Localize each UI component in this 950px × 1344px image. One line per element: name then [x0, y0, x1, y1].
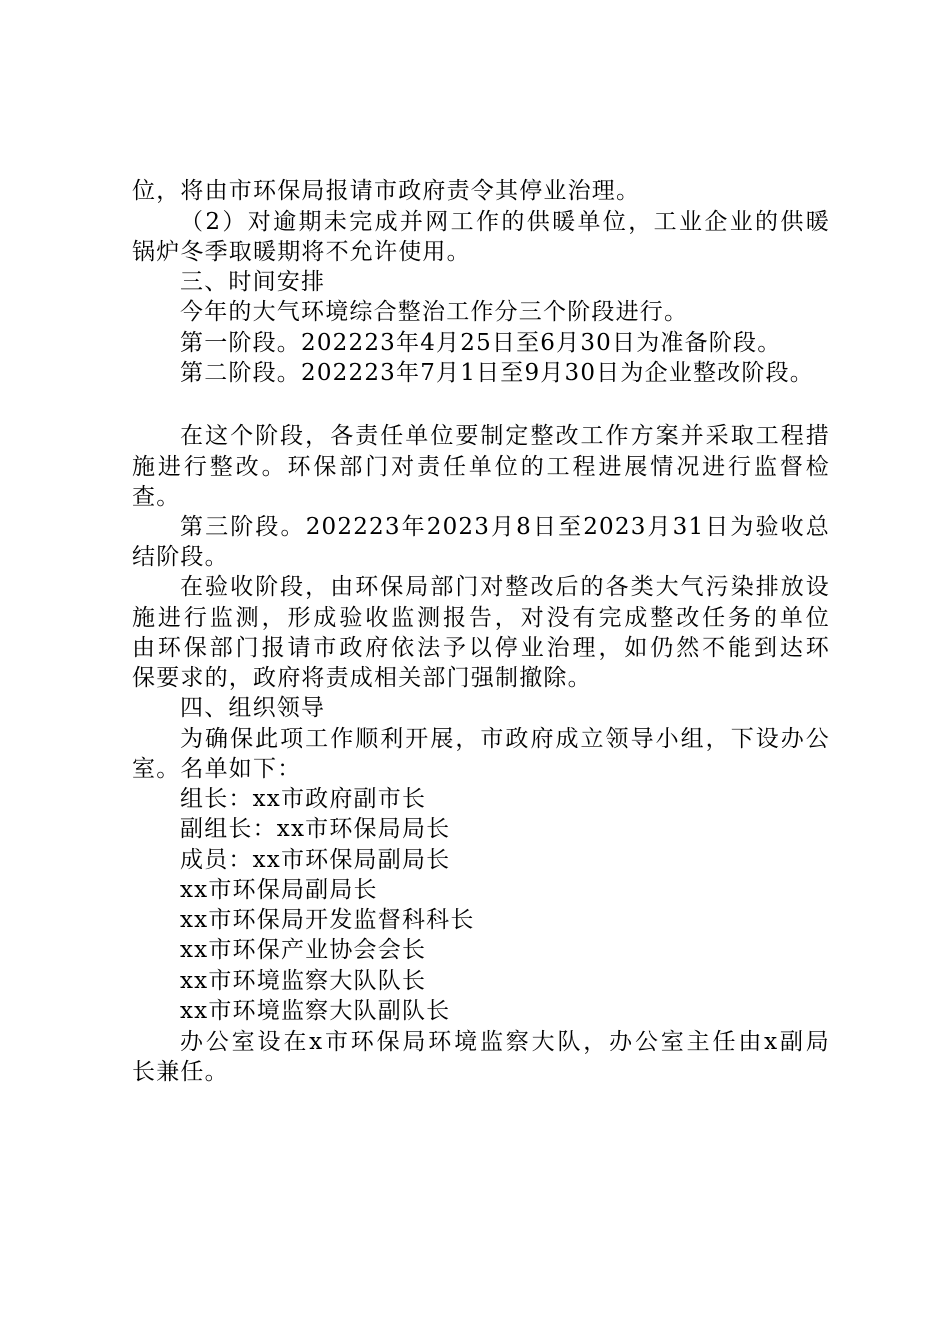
text-line: 施进行整改。环保部门对责任单位的工程进展情况进行监督检 [132, 454, 830, 480]
list-item: 组长：xx市政府副市长 [180, 786, 427, 812]
list-item: 成员：xx市环保局副局长 [180, 847, 451, 873]
list-item: xx市环保局副局长 [180, 877, 378, 903]
list-item: xx市环保产业协会会长 [180, 937, 427, 963]
list-item: xx市环境监察大队队长 [180, 968, 427, 994]
text-line: 室。名单如下： [132, 756, 302, 782]
text-line: 今年的大气环境综合整治工作分三个阶段进行。 [180, 299, 689, 325]
text-line: 办公室设在x市环保局环境监察大队，办公室主任由x副局 [180, 1029, 830, 1055]
text-line: 由环保部门报请市政府依法予以停业治理，如仍然不能到达环 [132, 635, 830, 661]
text-line: 第二阶段。202223年7月1日至9月30日为企业整改阶段。 [180, 360, 814, 386]
text-line: 在验收阶段，由环保局部门对整改后的各类大气污染排放设 [180, 574, 830, 600]
section-heading: 三、时间安排 [180, 269, 326, 295]
text-line: 结阶段。 [132, 544, 229, 570]
text-line: 施进行监测，形成验收监测报告，对没有完成整改任务的单位 [132, 605, 830, 631]
list-item: xx市环保局开发监督科科长 [180, 907, 475, 933]
text-line: 在这个阶段，各责任单位要制定整改工作方案并采取工程措 [180, 423, 830, 449]
text-line: 第一阶段。202223年4月25日至6月30日为准备阶段。 [180, 330, 782, 356]
text-line: 查。 [132, 484, 181, 510]
section-heading: 四、组织领导 [180, 695, 326, 721]
text-line: 长兼任。 [132, 1059, 229, 1085]
text-line: 锅炉冬季取暖期将不允许使用。 [132, 239, 471, 265]
list-item: 副组长：xx市环保局局长 [180, 816, 451, 842]
text-line: 第三阶段。202223年2023月8日至2023月31日为验收总 [180, 514, 830, 540]
text-line: 保要求的，政府将责成相关部门强制撤除。 [132, 665, 592, 691]
text-line: （2）对逾期未完成并网工作的供暖单位，工业企业的供暖 [180, 209, 830, 235]
text-line: 为确保此项工作顺利开展，市政府成立领导小组，下设办公 [180, 726, 830, 752]
list-item: xx市环境监察大队副队长 [180, 998, 451, 1024]
text-line: 位，将由市环保局报请市政府责令其停业治理。 [132, 178, 641, 204]
